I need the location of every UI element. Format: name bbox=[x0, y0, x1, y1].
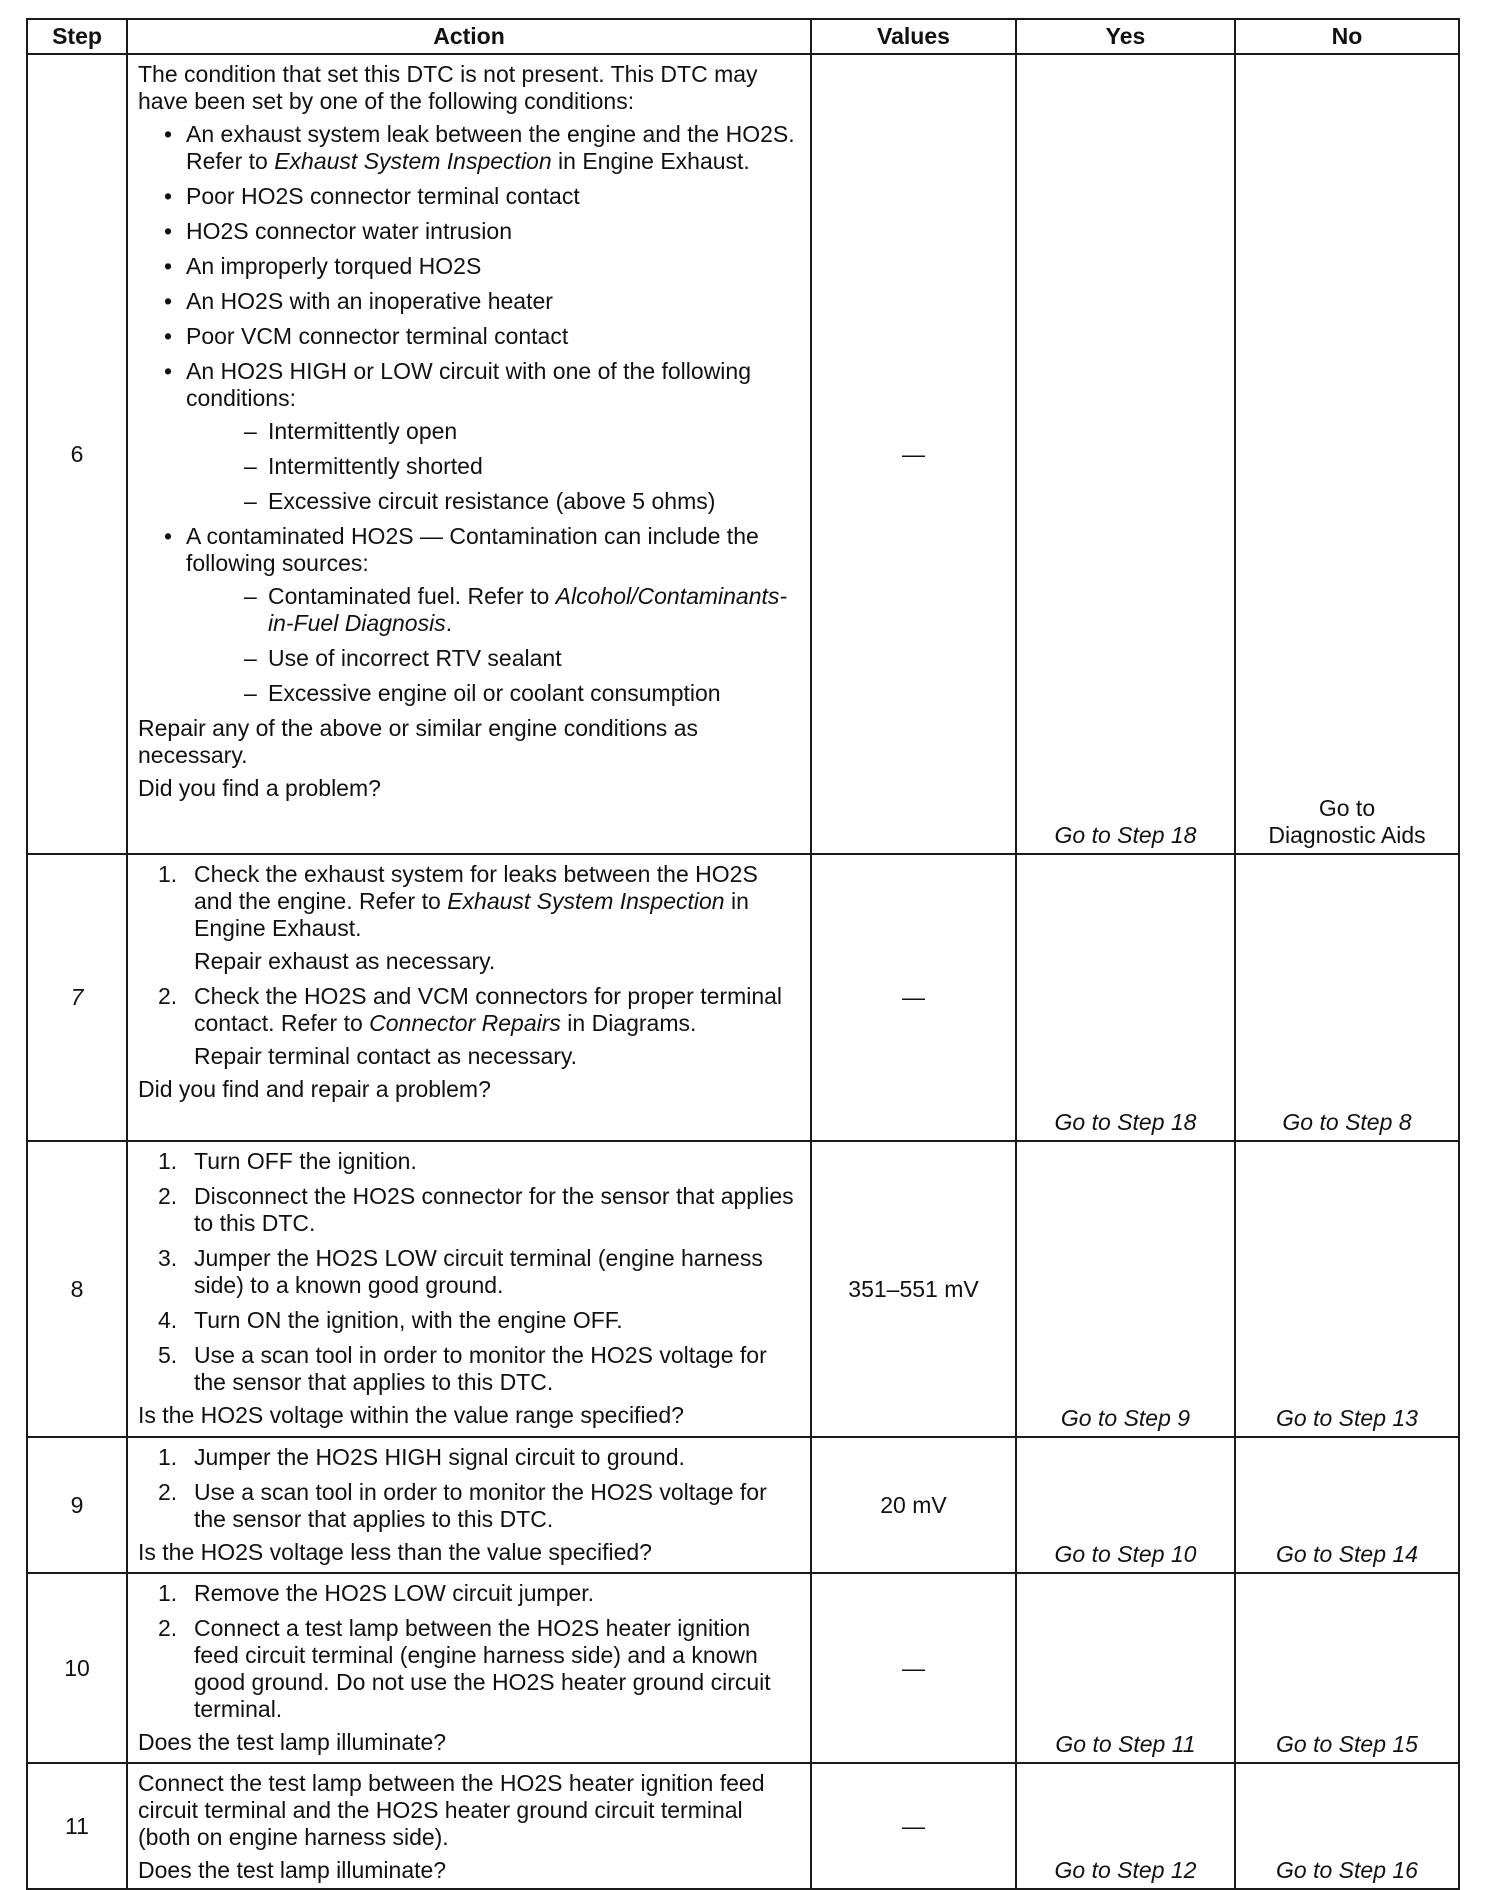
list-item-number: 2. bbox=[158, 1615, 178, 1641]
list-item-text: An HO2S HIGH or LOW circuit with one of the following conditions: bbox=[186, 358, 751, 411]
step-number bbox=[27, 1573, 127, 1763]
sub-list bbox=[186, 418, 800, 515]
values-cell: — bbox=[811, 854, 1016, 1141]
step-number-text: 6 bbox=[70, 440, 84, 467]
sub-list-item-text: Use of incorrect RTV sealant bbox=[268, 645, 562, 671]
list-item: • HO2S connector water intrusion bbox=[138, 218, 800, 245]
step-question: Did you find and repair a problem? bbox=[138, 1076, 491, 1102]
step-number bbox=[27, 1437, 127, 1573]
list-item-text: Check the exhaust system for leaks between the HO2S and the engine. Refer to bbox=[194, 861, 758, 914]
header-step: Step bbox=[27, 19, 127, 54]
yes-result: Go to Step 11 bbox=[1016, 1573, 1235, 1763]
action-cell bbox=[127, 1763, 811, 1889]
list-item-text: in Engine Exhaust. bbox=[194, 888, 749, 941]
header-row bbox=[27, 19, 1459, 54]
action-cell bbox=[127, 1573, 811, 1763]
instruction-list bbox=[138, 1444, 800, 1533]
step-number bbox=[27, 54, 127, 854]
step-number bbox=[27, 854, 127, 1141]
no-result: Go to Step 8 bbox=[1235, 854, 1459, 1141]
list-item-number: 1. bbox=[158, 1444, 178, 1470]
table-row-step-7 bbox=[27, 854, 1459, 1141]
sub-list-item-text: Intermittently open bbox=[268, 418, 458, 444]
no-result bbox=[1235, 54, 1459, 854]
list-item-number: 2. bbox=[158, 1183, 178, 1209]
action-cell bbox=[127, 854, 811, 1141]
step-number bbox=[27, 1763, 127, 1889]
values-cell: — bbox=[811, 1763, 1016, 1889]
step-number-text: 8 bbox=[70, 1275, 84, 1302]
step-question: Is the HO2S voltage less than the value specified? bbox=[138, 1539, 652, 1565]
list-item bbox=[138, 1580, 800, 1607]
repair-instruction: Repair any of the above or similar engine conditions as necessary. bbox=[138, 715, 698, 768]
diagnostic-table-page bbox=[26, 18, 1458, 1883]
condition-list bbox=[138, 121, 800, 707]
values-cell: — bbox=[811, 54, 1016, 854]
table-row-step-10 bbox=[27, 1573, 1459, 1763]
table-row-step-6 bbox=[27, 54, 1459, 854]
reference-link-text: Alcohol/Contaminants-in-Fuel Diagnosis bbox=[268, 583, 788, 636]
header-values: Values bbox=[811, 19, 1016, 54]
list-item: • An HO2S with an inoperative heater bbox=[138, 288, 800, 315]
no-result: Go to Step 15 bbox=[1235, 1573, 1459, 1763]
yes-result: Go to Step 9 bbox=[1016, 1141, 1235, 1437]
list-item-text: Disconnect the HO2S connector for the sensor that applies to this DTC. bbox=[194, 1183, 794, 1236]
reference-link-text: Exhaust System Inspection bbox=[447, 888, 725, 914]
list-item bbox=[138, 523, 800, 707]
yes-result: Go to Step 10 bbox=[1016, 1437, 1235, 1573]
step-number-text: 7 bbox=[70, 984, 84, 1010]
list-item-note: Repair terminal contact as necessary. bbox=[194, 1043, 578, 1069]
list-item-number: 2. bbox=[158, 1479, 178, 1505]
table-row-step-8 bbox=[27, 1141, 1459, 1437]
list-item bbox=[138, 1479, 800, 1533]
reference-link-text: Connector Repairs bbox=[369, 1010, 561, 1036]
table-row-step-9 bbox=[27, 1437, 1459, 1573]
step-number-text: 10 bbox=[64, 1654, 90, 1681]
sub-list-item: – Intermittently open bbox=[244, 418, 458, 444]
list-item-text: Jumper the HO2S HIGH signal circuit to ground. bbox=[194, 1444, 685, 1470]
no-result: Go to Step 16 bbox=[1235, 1763, 1459, 1889]
reference-link-text: Exhaust System Inspection bbox=[274, 148, 552, 174]
list-item-number: 1. bbox=[158, 1580, 178, 1606]
yes-result: Go to Step 18 bbox=[1016, 854, 1235, 1141]
list-item-text: in Engine Exhaust. bbox=[551, 148, 750, 174]
no-result-line: Diagnostic Aids bbox=[1268, 822, 1426, 848]
list-item: • Poor HO2S connector terminal contact bbox=[138, 183, 800, 210]
list-item-text: Use a scan tool in order to monitor the HO2S voltage for the sensor that applies to this DTC. bbox=[194, 1479, 767, 1532]
instruction-list bbox=[138, 1580, 800, 1723]
list-item-text: Jumper the HO2S LOW circuit terminal (engine harness side) to a known good ground. bbox=[194, 1245, 763, 1298]
yes-result: Go to Step 18 bbox=[1016, 54, 1235, 854]
no-result: Go to Step 13 bbox=[1235, 1141, 1459, 1437]
list-item-text: Use a scan tool in order to monitor the HO2S voltage for the sensor that applies to this DTC. bbox=[194, 1342, 767, 1395]
list-item bbox=[138, 1148, 800, 1175]
list-item-text: Remove the HO2S LOW circuit jumper. bbox=[194, 1580, 595, 1606]
step-number-text: 9 bbox=[70, 1491, 84, 1518]
step-number-text: 11 bbox=[65, 1812, 89, 1839]
step-number bbox=[27, 1141, 127, 1437]
diagnostic-table bbox=[26, 18, 1460, 1890]
list-item-text: Turn ON the ignition, with the engine OFF. bbox=[194, 1307, 623, 1333]
values-cell: — bbox=[811, 1573, 1016, 1763]
list-item-text: in Diagrams. bbox=[560, 1010, 697, 1036]
list-item bbox=[138, 1307, 800, 1334]
no-result: Go to Step 14 bbox=[1235, 1437, 1459, 1573]
sub-list-item-text: Intermittently shorted bbox=[268, 453, 483, 479]
list-item-number: 4. bbox=[158, 1307, 178, 1333]
sub-list bbox=[186, 583, 800, 707]
values-cell: 351–551 mV bbox=[811, 1141, 1016, 1437]
list-item bbox=[138, 1245, 800, 1299]
no-result-line: Go to bbox=[1318, 795, 1376, 821]
list-item bbox=[138, 121, 800, 175]
instruction-list bbox=[138, 1148, 800, 1396]
list-item bbox=[138, 1342, 800, 1396]
list-item-number: 3. bbox=[158, 1245, 178, 1271]
list-item bbox=[138, 861, 800, 975]
step-question: Is the HO2S voltage within the value range specified? bbox=[138, 1402, 684, 1428]
list-item-number: 1. bbox=[158, 861, 178, 887]
list-item bbox=[138, 1615, 800, 1723]
list-item bbox=[138, 1444, 800, 1471]
action-cell bbox=[127, 1437, 811, 1573]
step-question: Does the test lamp illuminate? bbox=[138, 1857, 447, 1883]
instruction-list bbox=[138, 861, 800, 1070]
list-item: • An improperly torqued HO2S bbox=[138, 253, 800, 280]
sub-list-item: – Use of incorrect RTV sealant bbox=[244, 645, 562, 671]
header-no: No bbox=[1235, 19, 1459, 54]
sub-list-item: – Excessive circuit resistance (above 5 ohms) bbox=[244, 488, 716, 514]
sub-list-item-text: . bbox=[445, 610, 453, 636]
sub-list-item: – Intermittently shorted bbox=[244, 453, 483, 479]
list-item-text: A contaminated HO2S — Contamination can include the following sources: bbox=[186, 523, 759, 576]
header-action: Action bbox=[127, 19, 811, 54]
sub-list-item-text: Excessive circuit resistance (above 5 ohms) bbox=[268, 488, 716, 514]
list-item bbox=[138, 983, 800, 1070]
list-item-number: 5. bbox=[158, 1342, 178, 1368]
list-item-text: Check the HO2S and VCM connectors for proper terminal contact. Refer to bbox=[194, 983, 783, 1036]
action-cell bbox=[127, 54, 811, 854]
list-item bbox=[138, 1183, 800, 1237]
action-cell bbox=[127, 1141, 811, 1437]
values-cell: 20 mV bbox=[811, 1437, 1016, 1573]
list-item-text: An exhaust system leak between the engine and the HO2S. Refer to bbox=[186, 121, 795, 174]
list-item bbox=[138, 358, 800, 515]
step-question: Did you find a problem? bbox=[138, 775, 381, 801]
action-text: Connect the test lamp between the HO2S heater ignition feed circuit terminal and the HO2S heater ground circuit terminal (both on engine harness side). bbox=[138, 1770, 765, 1850]
list-item-note: Repair exhaust as necessary. bbox=[194, 948, 496, 974]
step-question: Does the test lamp illuminate? bbox=[138, 1729, 447, 1755]
list-item-number: 1. bbox=[158, 1148, 178, 1174]
sub-list-item: – Excessive engine oil or coolant consumption bbox=[244, 680, 721, 706]
list-item-number: 2. bbox=[158, 983, 178, 1009]
sub-list-item-text: Excessive engine oil or coolant consumption bbox=[268, 680, 721, 706]
sub-list-item-text: Contaminated fuel. Refer to bbox=[268, 583, 556, 609]
header-yes: Yes bbox=[1016, 19, 1235, 54]
table-row-step-11 bbox=[27, 1763, 1459, 1889]
sub-list-item: – Contaminated fuel. Refer to Alcohol/Contaminants-in-Fuel Diagnosis. bbox=[244, 583, 788, 636]
list-item: • Poor VCM connector terminal contact bbox=[138, 323, 800, 350]
action-intro: The condition that set this DTC is not present. This DTC may have been set by one of the following conditions: bbox=[138, 61, 758, 114]
yes-result: Go to Step 12 bbox=[1016, 1763, 1235, 1889]
list-item-text: Turn OFF the ignition. bbox=[194, 1148, 417, 1174]
list-item-text: Connect a test lamp between the HO2S heater ignition feed circuit terminal (engine harness side) and a known good ground. Do not use the HO2S heater ground circuit terminal. bbox=[194, 1615, 771, 1722]
